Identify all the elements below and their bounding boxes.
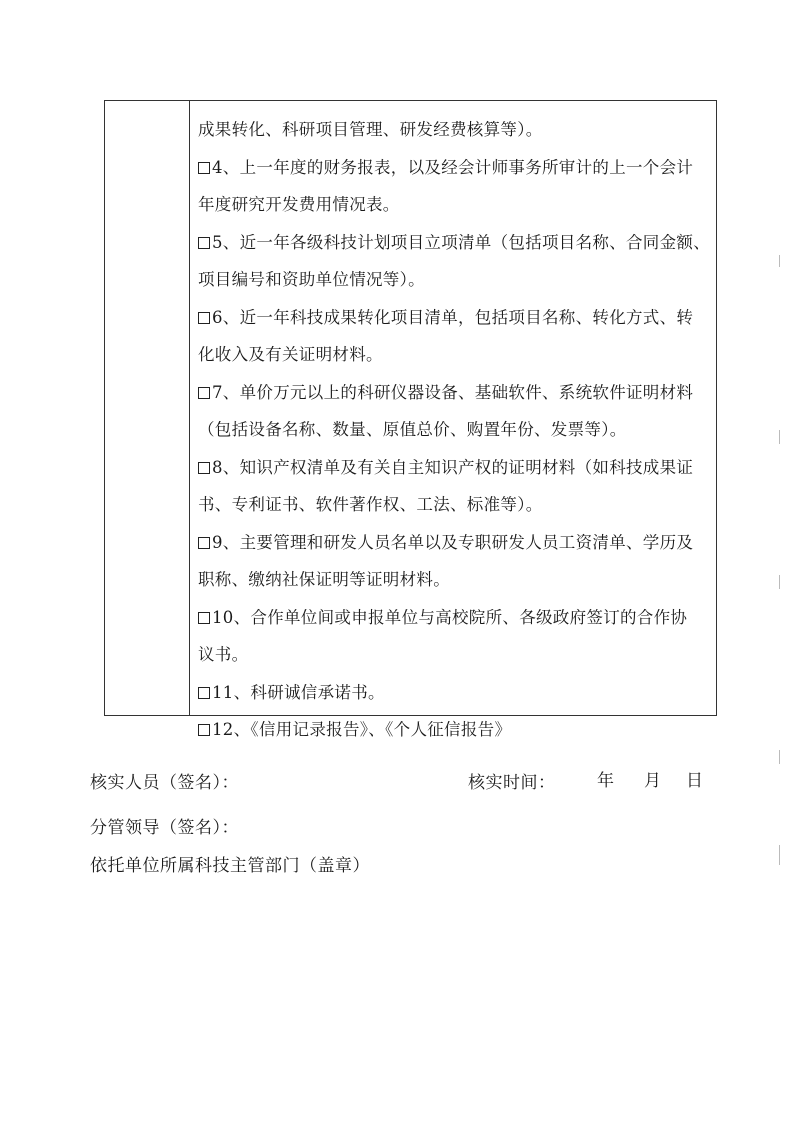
year-label: 年 xyxy=(597,771,614,791)
list-item-12: 12、《信用记录报告》、《个人征信报告》 xyxy=(198,711,710,749)
checkbox-icon[interactable] xyxy=(198,462,210,474)
scan-mark xyxy=(779,575,780,589)
checkbox-icon[interactable] xyxy=(198,312,210,324)
materials-list xyxy=(198,111,710,749)
list-item-9: 9、主要管理和研发人员名单以及专职研发人员工资清单、学历及 职称、缴纳社保证明等证明材料。 xyxy=(198,532,694,589)
materials-table xyxy=(104,100,717,739)
verify-time-label: 核实时间： xyxy=(468,773,556,793)
list-item: 成果转化、科研项目管理、研发经费核算等）。 xyxy=(198,120,543,139)
checkbox-icon[interactable] xyxy=(198,687,210,699)
list-item-11: 11、科研诚信承诺书。 xyxy=(198,674,710,712)
checkbox-icon[interactable] xyxy=(198,724,210,736)
department-seal-label: 依托单位所属科技主管部门（盖章） xyxy=(90,856,370,876)
list-item-10: 10、合作单位间或申报单位与高校院所、各级政府签订的合作协 议书。 xyxy=(198,607,688,664)
checkbox-icon[interactable] xyxy=(198,237,210,249)
checkbox-icon[interactable] xyxy=(198,162,210,174)
verifier-signature-label: 核实人员（签名）： xyxy=(90,773,239,793)
leader-signature-label: 分管领导（签名）： xyxy=(90,818,239,838)
list-item-6: 6、近一年科技成果转化项目清单，包括项目名称、转化方式、转 化收入及有关证明材料。 xyxy=(198,307,694,364)
list-item-7: 7、单价万元以上的科研仪器设备、基础软件、系统软件证明材料 （包括设备名称、数量、原值总价、购置年份、发票等）。 xyxy=(198,382,694,439)
column-divider xyxy=(189,101,190,715)
checkbox-icon[interactable] xyxy=(198,387,210,399)
scan-mark xyxy=(779,845,780,865)
scan-mark xyxy=(779,255,780,267)
scan-mark xyxy=(779,430,780,444)
list-item-8: 8、知识产权清单及有关自主知识产权的证明材料（如科技成果证 书、专利证书、软件著作权、工法、标准等）。 xyxy=(198,457,694,514)
scan-mark xyxy=(779,750,780,764)
list-item-5: 5、近一年各级科技计划项目立项清单（包括项目名称、合同金额、 项目编号和资助单位情况等）。 xyxy=(198,232,710,289)
checkbox-icon[interactable] xyxy=(198,537,210,549)
checkbox-icon[interactable] xyxy=(198,612,210,624)
month-label: 月 xyxy=(644,771,661,791)
day-label: 日 xyxy=(686,771,703,791)
list-item-4: 4、上一年度的财务报表，以及经会计师事务所审计的上一个会计 年度研究开发费用情况表。 xyxy=(198,157,694,214)
